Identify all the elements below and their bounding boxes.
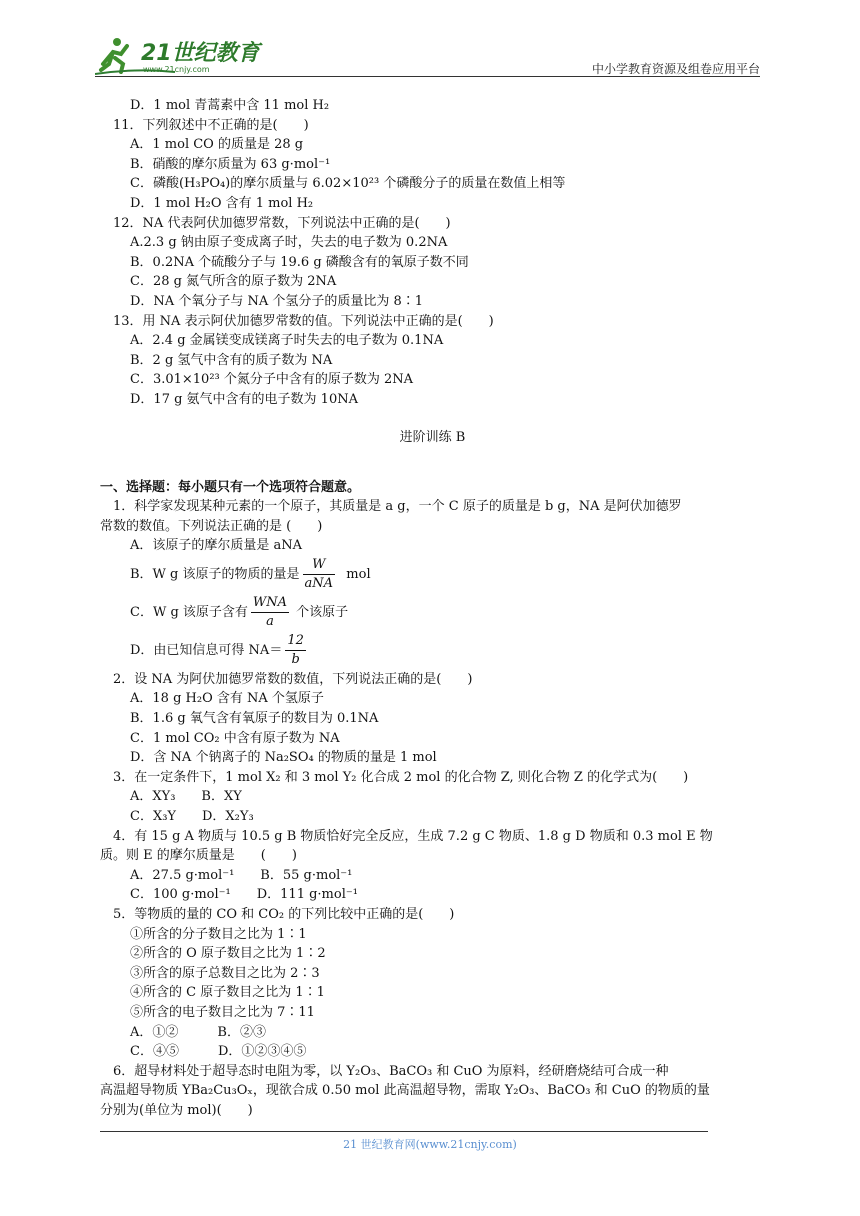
statement-line: ②所含的 O 原子数目之比为 1∶2 [130,946,326,962]
question-stem: 3．在一定条件下，1 mol X₂ 和 3 mol Y₂ 化合成 2 mol 的化合物 Z, 则化合物 Z 的化学式为( ) [113,769,689,785]
option-line: A.2.3 g 钠由原子变成离子时，失去的电子数为 0.2NA [130,235,448,251]
option-line [100,632,765,670]
option-line: C．28 g 氮气所含的原子数为 2NA [130,274,337,290]
statement-line: ③所含的原子总数目之比为 2∶3 [130,965,320,981]
section-heading: 一、选择题：每小题只有一个选项符合题意。 [100,479,361,495]
option-line: A．18 g H₂O 含有 NA 个氢原子 [130,691,324,707]
question-stem: 5．等物质的量的 CO 和 CO₂ 的下列比较中正确的是( ) [113,907,455,922]
fraction-numerator: W [303,556,336,575]
option-text: B．W g 该原子的物质的量是 [130,566,300,582]
platform-tagline: 中小学教育资源及组卷应用平台 [591,62,760,76]
footer-divider [100,1131,708,1132]
fraction-denominator: a [266,613,274,629]
option-line: A．27.5 g·mol⁻¹ B．55 g·mol⁻¹ [130,867,353,883]
statement-line: ①所含的分子数目之比为 1∶1 [130,926,307,942]
option-line: A．该原子的摩尔质量是 aNA [130,538,303,554]
fraction-denominator: aNA [304,575,334,591]
option-line: C．1 mol CO₂ 中含有原子数为 NA [130,730,340,746]
question-stem: 11．下列叙述中不正确的是( ) [113,117,309,133]
fraction [303,556,336,593]
option-line: D．17 g 氨气中含有的电子数为 10NA [130,391,358,407]
option-line: A．1 mol CO 的质量是 28 g [130,137,304,153]
statement-line: ⑤所含的电子数目之比为 7∶11 [130,1004,315,1020]
option-line: C．100 g·mol⁻¹ D．111 g·mol⁻¹ [130,887,358,903]
question-stem: 4．有 15 g A 物质与 10.5 g B 物质恰好完全反应，生成 7.2 g C 物质、1.8 g D 物质和 0.3 mol E 物 [113,828,713,844]
option-line: A．2.4 g 金属镁变成镁离子时失去的电子数为 0.1NA [130,333,444,349]
section-title: 进阶训练 B [399,429,466,445]
option-text: 个该原子 [296,604,349,620]
header-divider [95,76,760,77]
question-stem: 12．NA 代表阿伏加德罗常数，下列说法中正确的是( ) [113,215,451,231]
fraction [285,632,306,669]
option-text: D．由已知信息可得 NA＝ [130,642,283,658]
page-header [95,34,760,78]
question-stem: 2．设 NA 为阿伏加德罗常数的数值，下列说法正确的是( ) [113,671,473,687]
fraction-numerator: WNA [251,594,289,613]
question-stem: 1．科学家发现某种元素的一个原子，其质量是 a g，一个 C 原子的质量是 b g，NA 是阿伏加德罗 [113,499,682,515]
question-stem-cont: 质。则 E 的摩尔质量是 ( ) [100,848,297,864]
fraction-numerator: 12 [285,632,306,651]
option-line [100,556,765,594]
option-line: D．NA 个氧分子与 NA 个氢分子的质量比为 8∶1 [130,293,424,309]
question-stem-cont: 高温超导物质 YBa₂Cu₃Oₓ，现欲合成 0.50 mol 此高温超导物，需取 Y₂O₃、BaCO₃ 和 CuO 的物质的量 [100,1083,710,1099]
fraction [251,594,289,631]
option-line: B．2 g 氢气中含有的质子数为 NA [130,352,333,368]
svg-text:21世纪教育: 21世纪教育 [141,41,260,66]
option-line: C．3.01×10²³ 个氮分子中含有的原子数为 2NA [130,372,414,388]
option-line: B．0.2NA 个硫酸分子与 19.6 g 磷酸含有的氧原子数不同 [130,254,469,270]
exam-content [100,96,765,1121]
question-stem: 6．超导材料处于超导态时电阻为零，以 Y₂O₃、BaCO₃ 和 CuO 为原料，经研磨烧结可合成一种 [113,1063,669,1079]
option-line: B．1.6 g 氧气含有氧原子的数目为 0.1NA [130,711,379,727]
option-text: C．W g 该原子含有 [130,604,248,620]
option-line: A．XY₃ B．XY [130,789,242,805]
question-stem-cont: 分别为(单位为 mol)( ) [100,1102,253,1118]
option-line: C．磷酸(H₃PO₄)的摩尔质量与 6.02×10²³ 个磷酸分子的质量在数值上相等 [130,176,566,192]
option-line: C．④⑤ D．①②③④⑤ [130,1044,307,1060]
option-line: A．①② B．②③ [130,1024,266,1040]
option-unit: mol [346,566,371,582]
fraction-denominator: b [291,651,300,667]
option-line: D．1 mol H₂O 含有 1 mol H₂ [130,195,314,211]
question-stem-cont: 常数的数值。下列说法正确的是 ( ) [100,518,323,534]
question-stem: 13．用 NA 表示阿伏加德罗常数的值。下列说法中正确的是( ) [113,313,494,329]
option-line: B．硝酸的摩尔质量为 63 g·mol⁻¹ [130,156,331,172]
page-footer: 21 世纪教育网(www.21cnjy.com) [343,1138,517,1151]
svg-text:www.21cnjy.com: www.21cnjy.com [143,65,210,74]
option-line: C．X₃Y D．X₂Y₃ [130,809,254,825]
text-line: D．1 mol 青蒿素中含 11 mol H₂ [130,98,330,113]
option-line [100,594,765,632]
option-line: D．含 NA 个钠离子的 Na₂SO₄ 的物质的量是 1 mol [130,750,437,766]
statement-line: ④所含的 C 原子数目之比为 1∶1 [130,985,325,1001]
site-logo [95,34,285,78]
